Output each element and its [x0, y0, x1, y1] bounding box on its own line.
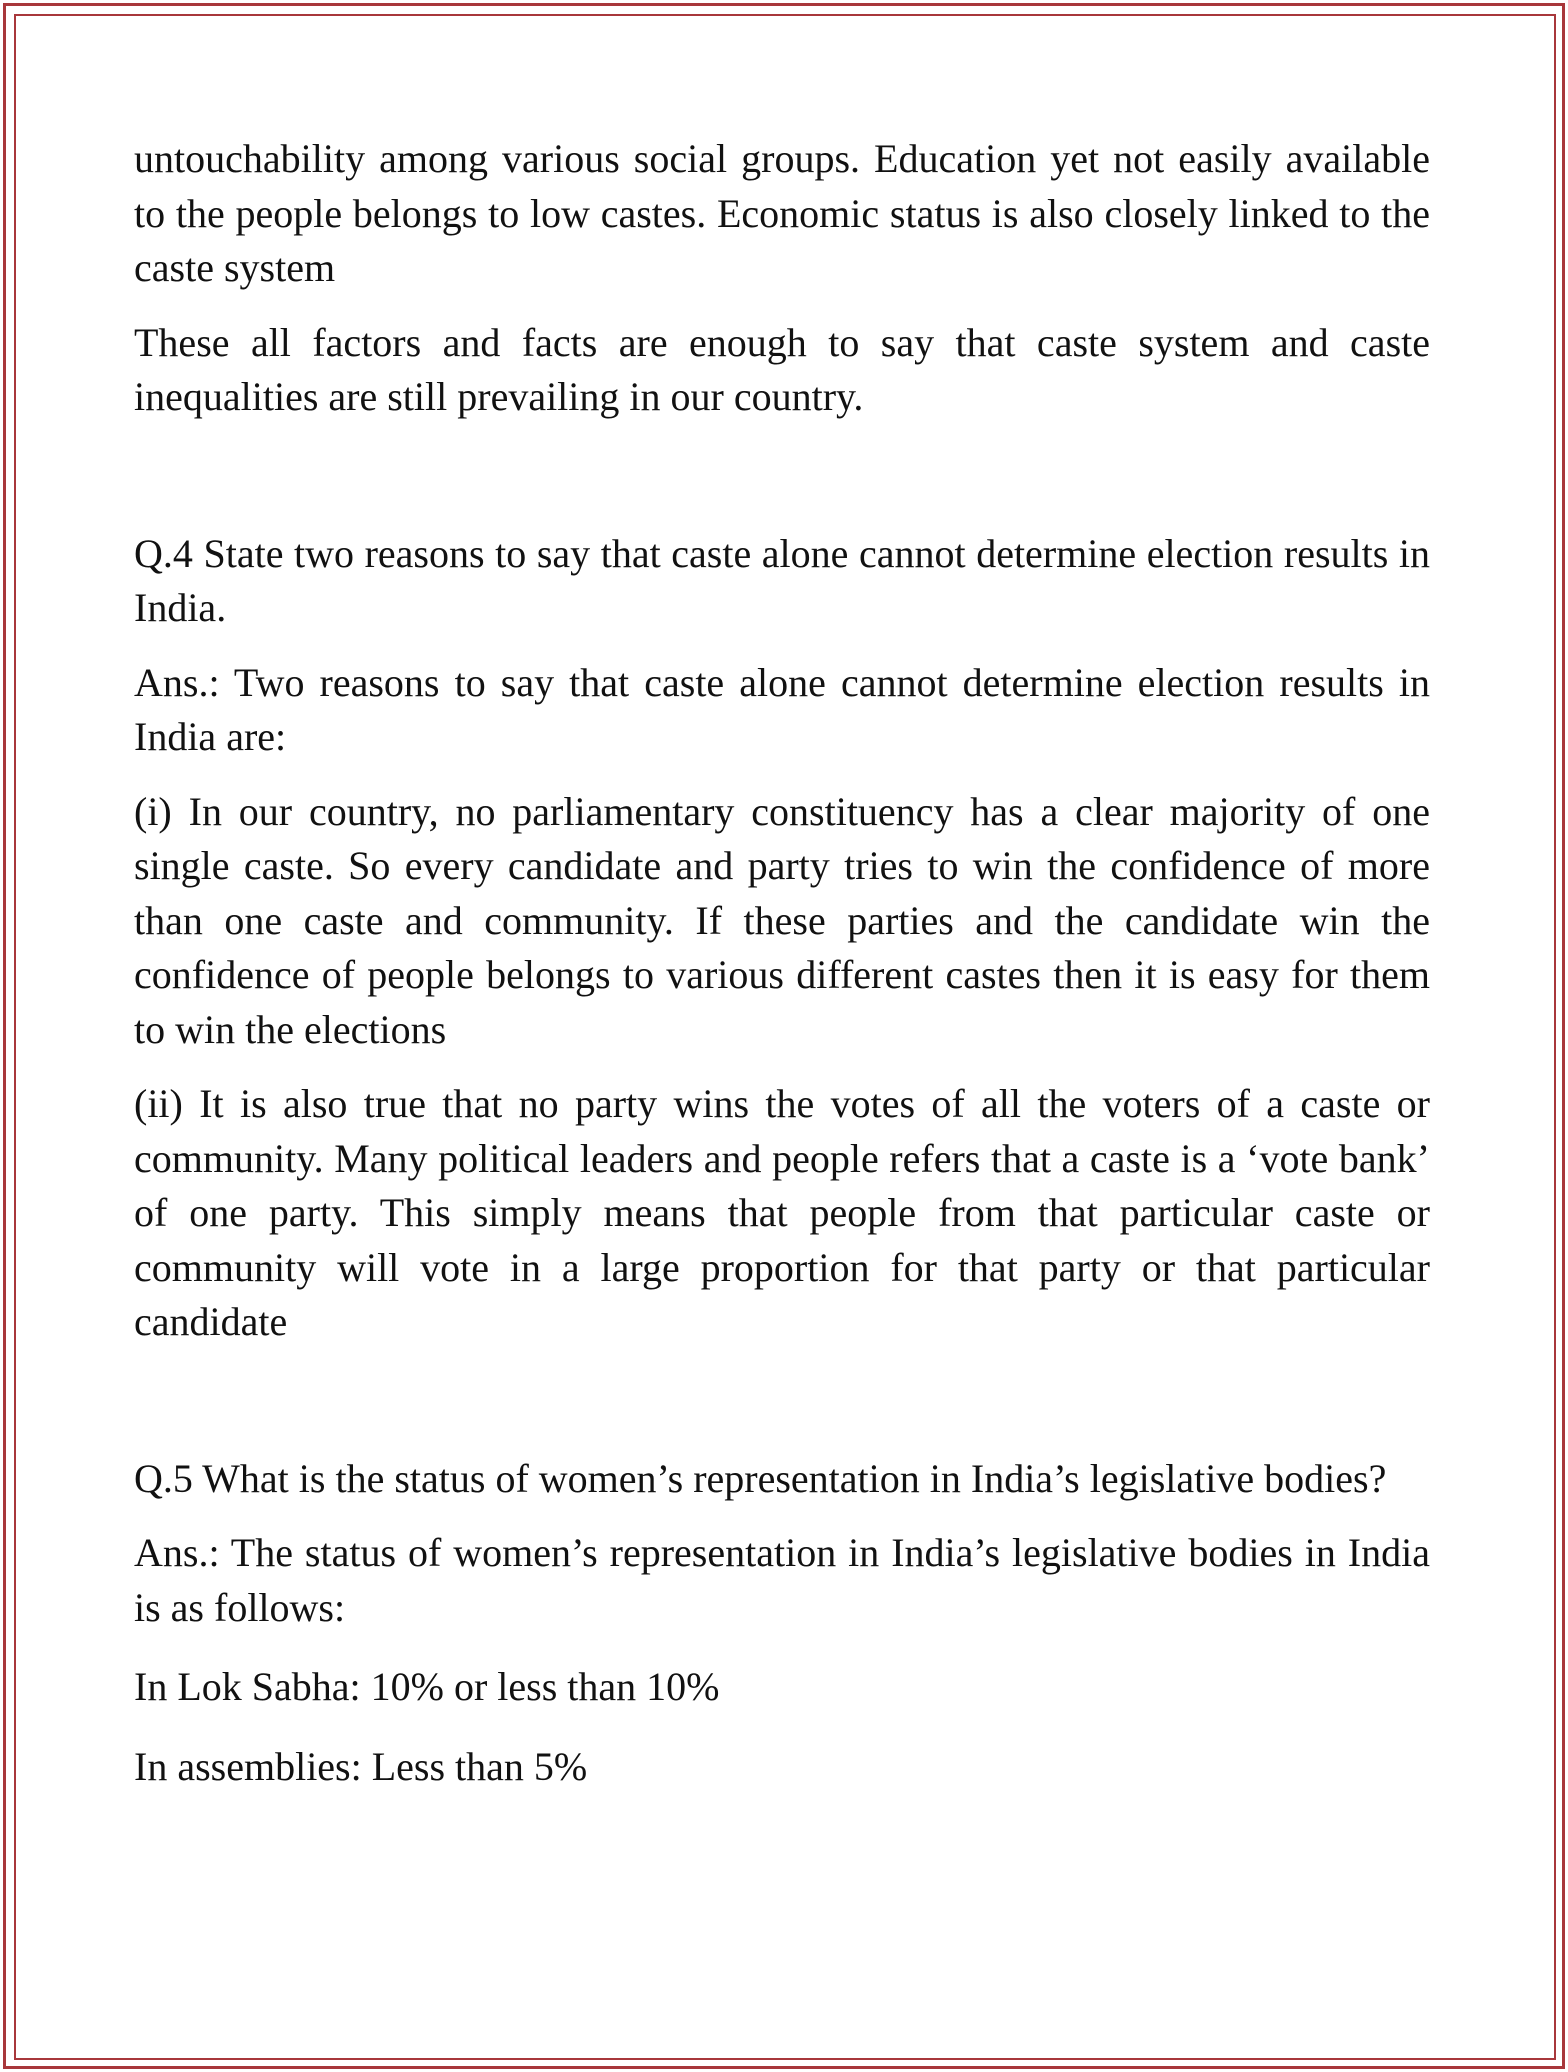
answer-5-intro: Ans.: The status of women’s representation in India’s legislative bodies in India is as follows: — [134, 1530, 1430, 1630]
answer-5-lok-sabha: In Lok Sabha: 10% or less than 10% — [134, 1664, 720, 1709]
answer-5-assemblies: In assemblies: Less than 5% — [134, 1743, 588, 1789]
answer-4-point-ii: (ii) It is also true that no party wins the votes of all the voters of a caste or community. Many political leaders and people refers that a caste is a ‘vote bank’ of one party. This simply means that people from that particular caste or community will vote in a large proportion for that party or that particular candidate — [134, 1081, 1430, 1344]
question-5: Q.5 What is the status of women’s representation in India’s legislative bodies? — [134, 1455, 1387, 1501]
paragraph-conclusion: These all factors and facts are enough to say that caste system and caste inequalities are still prevailing in our country. — [134, 319, 1430, 419]
answer-4-point-i: (i) In our country, no parliamentary constituency has a clear majority of one single caste. So every candidate and party tries to win the confidence of more than one caste and community. If these parties and the candidate win the confidence of people belongs to various different castes then it is easy for them to win the elections — [134, 788, 1430, 1052]
document-body — [134, 132, 1430, 1794]
paragraph-caste-factors: untouchability among various social groups. Education yet not easily available to the people belongs to low castes. Economic status is also closely linked to the caste system — [134, 136, 1430, 290]
question-4: Q.4 State two reasons to say that caste alone cannot determine election results in India. — [134, 530, 1430, 630]
answer-4-intro: Ans.: Two reasons to say that caste alone cannot determine election results in India are: — [134, 659, 1430, 759]
